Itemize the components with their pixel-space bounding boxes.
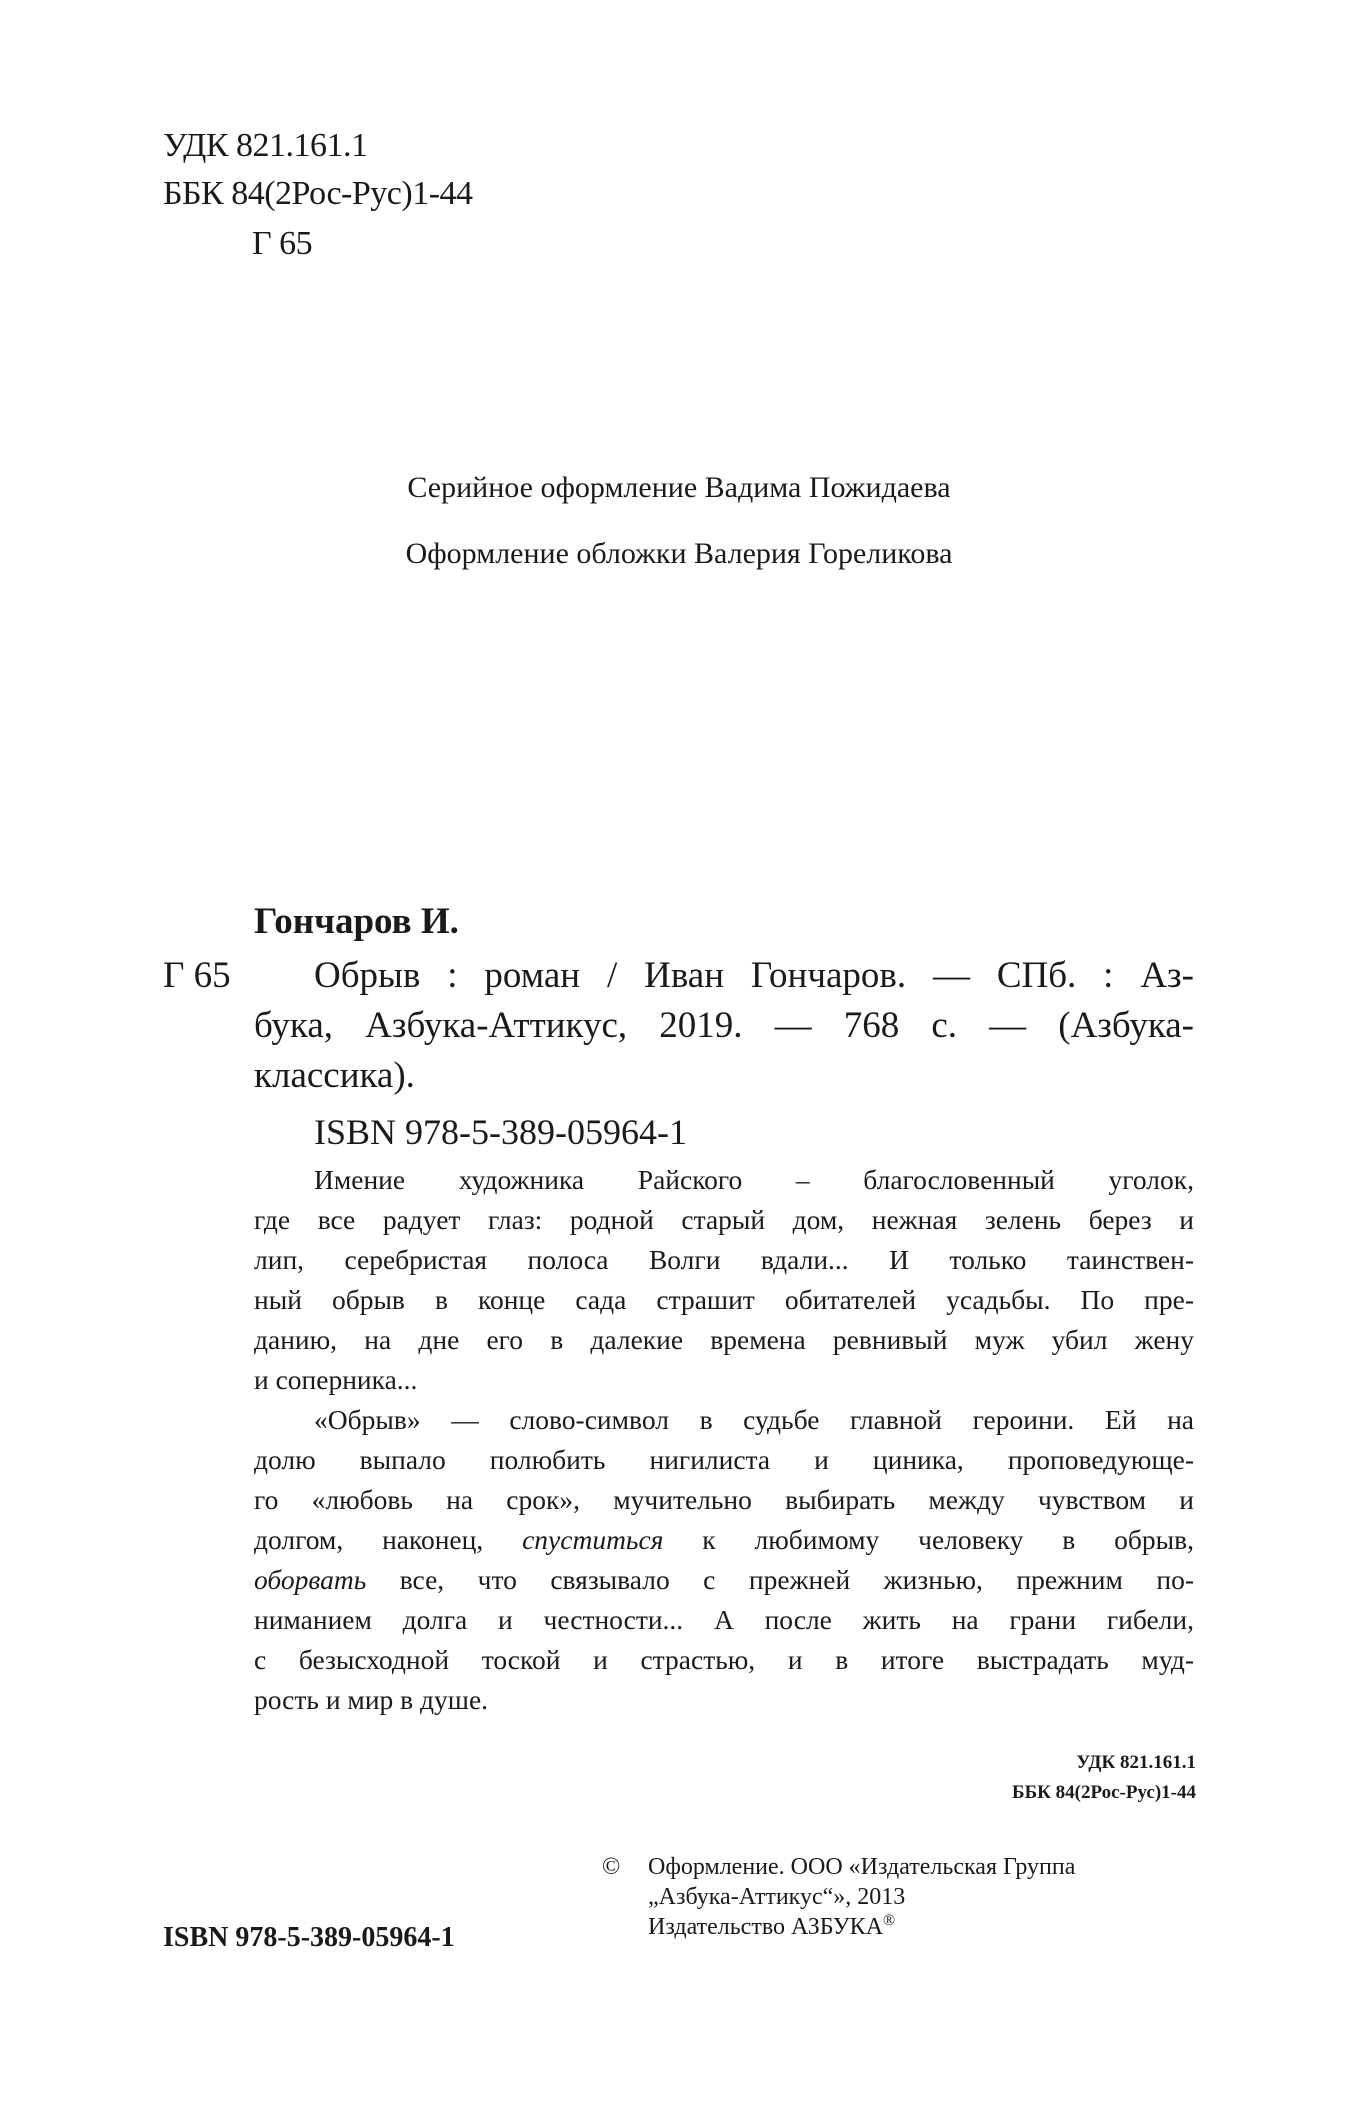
- annotation-text: все, что связывало с прежней жизнью, прежним по-: [366, 1564, 1194, 1595]
- annotation-line: долю выпало полюбить нигилиста и циника, проповедующе-: [254, 1444, 1194, 1475]
- copyright-line-1: Оформление. ООО «Издательская Группа: [648, 1854, 1076, 1880]
- annotation-line: «Обрыв» — слово-символ в судьбе главной героини. Ей на: [314, 1404, 1194, 1435]
- udk-code: УДК 821.161.1: [163, 127, 368, 164]
- publisher-name: Издательство АЗБУКА: [648, 1914, 884, 1940]
- copyright-symbol: ©: [602, 1854, 621, 1880]
- annotation-line: лип, серебристая полоса Волги вдали... И только таинствен-: [254, 1244, 1194, 1275]
- cover-design-credit: Оформление обложки Валерия Гореликова: [405, 537, 953, 570]
- record-line-3: классика).: [254, 1055, 415, 1096]
- annotation-line: го «любовь на срок», мучительно выбирать между чувством и: [254, 1484, 1194, 1515]
- annotation-line: [254, 1520, 1194, 1560]
- record-mark: Г 65: [163, 955, 231, 996]
- annotation-line: ный обрыв в конце сада страшит обитателей усадьбы. По пре-: [254, 1284, 1194, 1315]
- annotation-line: [254, 1560, 1194, 1600]
- annotation-text: к любимому человеку в обрыв,: [663, 1524, 1194, 1555]
- record-line-2: бука, Азбука-Аттикус, 2019. — 768 с. — (Азбука-: [254, 1005, 1194, 1046]
- record-author: Гончаров И.: [254, 901, 459, 942]
- annotation-line: где все радует глаз: родной старый дом, нежная зелень берез и: [254, 1204, 1194, 1235]
- record-line-1: Обрыв : роман / Иван Гончаров. — СПб. : Аз-: [314, 955, 1194, 996]
- copyright-line-3: [648, 1912, 895, 1942]
- annotation-line: с безысходной тоской и страстью, и в итоге выстрадать муд-: [254, 1644, 1194, 1675]
- annotation-line: рость и мир в душе.: [254, 1684, 489, 1715]
- annotation-emphasis: спуститься: [522, 1524, 664, 1555]
- isbn-bottom: ISBN 978-5-389-05964-1: [163, 1922, 455, 1953]
- annotation-text: долгом, наконец,: [254, 1524, 523, 1555]
- author-mark-code: Г 65: [252, 225, 313, 262]
- annotation-emphasis: оборвать: [254, 1564, 367, 1595]
- small-udk-code: УДК 821.161.1: [1076, 1752, 1196, 1773]
- annotation-line: ниманием долга и честности... А после жить на грани гибели,: [254, 1604, 1194, 1635]
- annotation-line: данию, на дне его в далекие времена ревнивый муж убил жену: [254, 1324, 1194, 1355]
- annotation: [254, 1160, 1194, 1720]
- copyright-line-2: „Азбука-Аттикус“», 2013: [648, 1884, 906, 1910]
- annotation-line: Имение художника Райского – благословенный уголок,: [314, 1164, 1194, 1195]
- bbk-code: ББК 84(2Рос-Рус)1-44: [163, 175, 473, 212]
- annotation-line: и соперника...: [254, 1364, 418, 1395]
- series-design-credit: Серийное оформление Вадима Пожидаева: [407, 471, 951, 504]
- registered-icon: ®: [883, 1912, 896, 1929]
- small-bbk-code: ББК 84(2Рос-Рус)1-44: [1012, 1782, 1196, 1803]
- record-isbn: ISBN 978-5-389-05964-1: [314, 1112, 687, 1152]
